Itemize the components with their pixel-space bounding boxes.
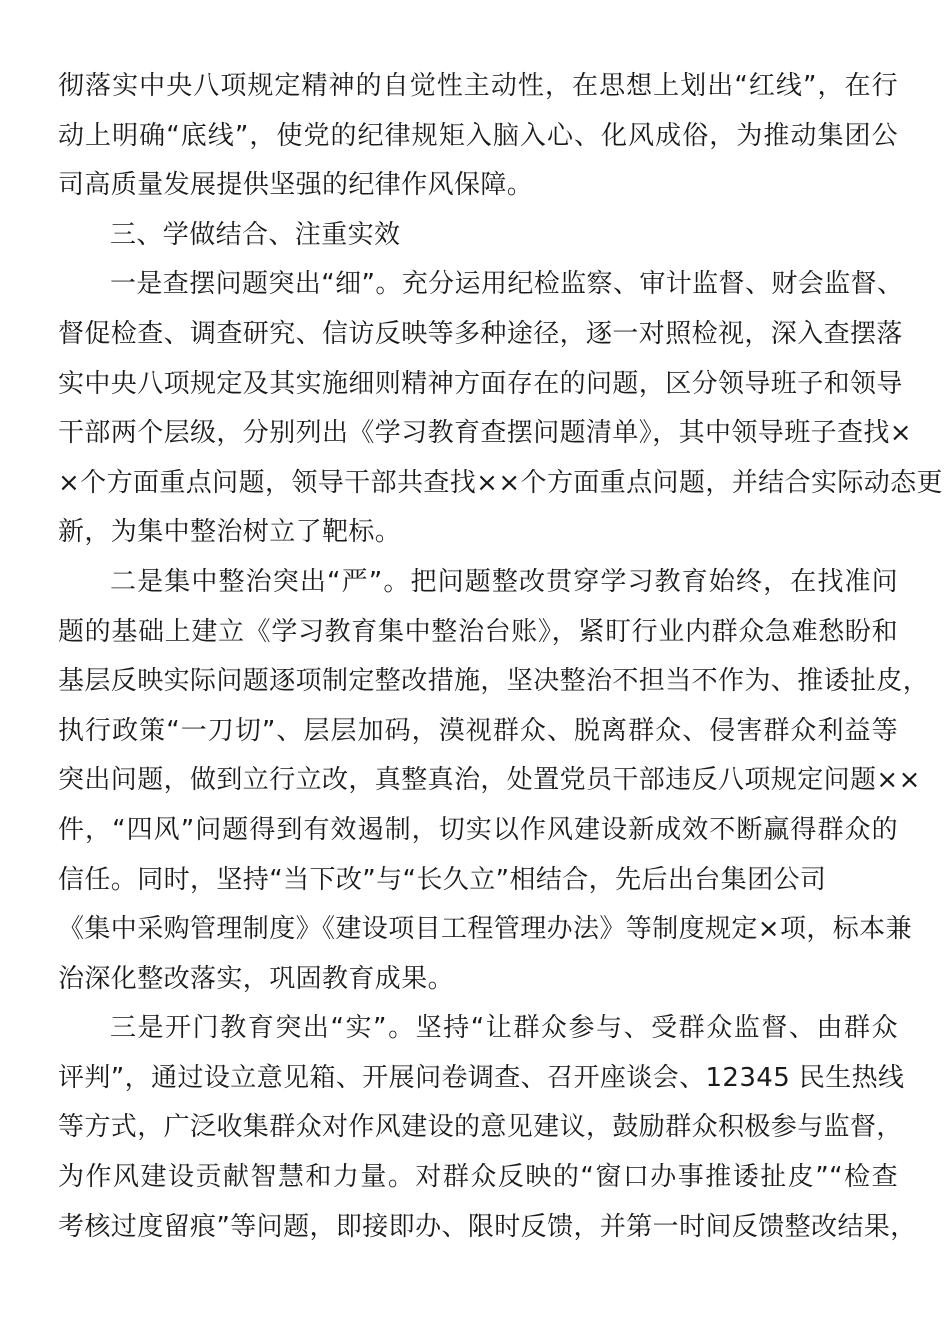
text-line: 执行政策“一刀切”、层层加码，漠视群众、脱离群众、侵害群众利益等 — [58, 715, 898, 746]
text-line: 件，“四风”问题得到有效遏制，切实以作风建设新成效不断赢得群众的 — [58, 814, 898, 845]
text-line: 彻落实中央八项规定精神的自觉性主动性，在思想上划出“红线”，在行 — [58, 71, 898, 101]
text-line: 二是集中整治突出“严”。把问题整改贯穿学习教育始终，在找准问 — [110, 566, 898, 597]
text-line: 为作风建设贡献智慧和力量。对群众反映的“窗口办事推诿扯皮”“检查 — [58, 1162, 898, 1193]
section-heading: 三、学做结合、注重实效 — [110, 219, 401, 250]
text-line: ×个方面重点问题，领导干部共查找××个方面重点问题，并结合实际动态更 — [58, 467, 943, 498]
text-line: 《集中采购管理制度》《建设项目工程管理办法》等制度规定×项，标本兼 — [58, 914, 912, 945]
text-line: 治深化整改落实，巩固教育成果。 — [58, 963, 455, 994]
text-line: 新，为集中整治树立了靶标。 — [58, 517, 402, 548]
text-line: 实中央八项规定及其实施细则精神方面存在的问题，区分领导班子和领导 — [58, 368, 903, 399]
text-line: 干部两个层级，分别列出《学习教育查摆问题清单》，其中领导班子查找× — [58, 418, 912, 449]
text-line: 突出问题，做到立行立改，真整真治，处置党员干部违反八项规定问题×× — [58, 765, 921, 796]
text-line: 一是查摆问题突出“细”。充分运用纪检监察、审计监督、财会监督、 — [110, 269, 904, 300]
text-line: 三是开门教育突出“实”。坚持“让群众参与、受群众监督、由群众 — [110, 1013, 898, 1044]
document-body — [58, 62, 943, 1252]
text-line: 信任。同时，坚持“当下改”与“长久立”相结合，先后出台集团公司 — [58, 864, 827, 895]
text-line: 督促检查、调查研究、信访反映等多种途径，逐一对照检视，深入查摆落 — [58, 318, 903, 349]
text-line: 评判”，通过设立意见箱、开展问卷调查、召开座谈会、12345 民生热线 — [58, 1062, 905, 1093]
text-line: 司高质量发展提供坚强的纪律作风保障。 — [58, 170, 534, 201]
text-line: 等方式，广泛收集群众对作风建设的意见建议，鼓励群众积极参与监督， — [58, 1112, 903, 1143]
text-line: 动上明确“底线”，使党的纪律规矩入脑入心、化风成俗，为推动集团公 — [58, 120, 898, 151]
text-line: 考核过度留痕”等问题，即接即办、限时反馈，并第一时间反馈整改结果， — [58, 1211, 917, 1242]
text-line: 题的基础上建立《学习教育集中整治台账》，紧盯行业内群众急难愁盼和 — [58, 616, 898, 647]
text-line: 基层反映实际问题逐项制定整改措施，坚决整治不担当不作为、推诿扯皮， — [58, 666, 930, 697]
